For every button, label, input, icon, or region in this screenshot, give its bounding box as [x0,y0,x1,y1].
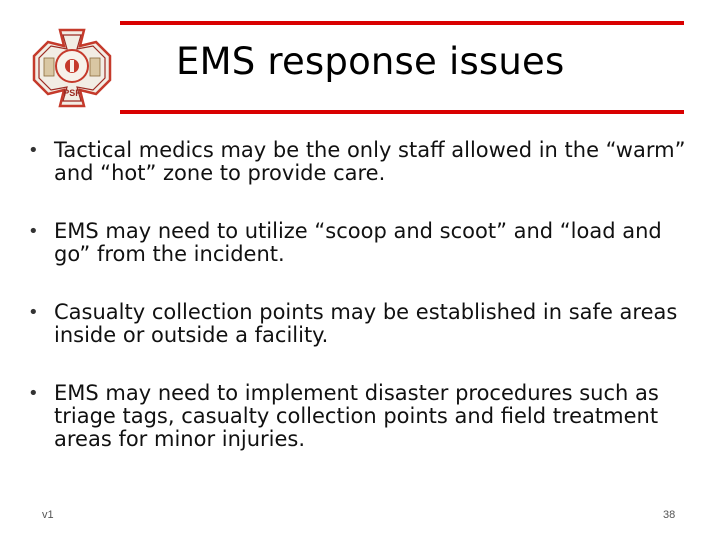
top-red-rule [120,21,684,25]
logo-text: PSF [63,88,81,98]
bullet-text: EMS may need to utilize “scoop and scoot” and “load and go” from the incident. [54,219,662,266]
bullet-item [28,382,698,451]
slide-title: EMS response issues [176,40,565,83]
bullet-item [28,220,698,266]
bullet-dot-icon: • [28,302,39,323]
bullet-text: EMS may need to implement disaster procedures such as triage tags, casualty collection points and field treatment areas for minor injuries. [54,381,659,451]
bottom-red-rule [120,110,684,114]
bullet-dot-icon: • [28,140,39,161]
bullet-item [28,139,698,185]
bullet-text: Tactical medics may be the only staff allowed in the “warm” and “hot” zone to provide care. [54,138,686,185]
bullet-text: Casualty collection points may be established in safe areas inside or outside a facility. [54,300,678,347]
bullet-list [28,139,698,451]
bullet-dot-icon: • [28,383,39,404]
page-number: 38 [663,509,676,521]
version-label: v1 [42,509,54,521]
bullet-item [28,301,698,347]
maltese-cross-logo-icon [30,26,114,110]
bullet-dot-icon: • [28,221,39,242]
